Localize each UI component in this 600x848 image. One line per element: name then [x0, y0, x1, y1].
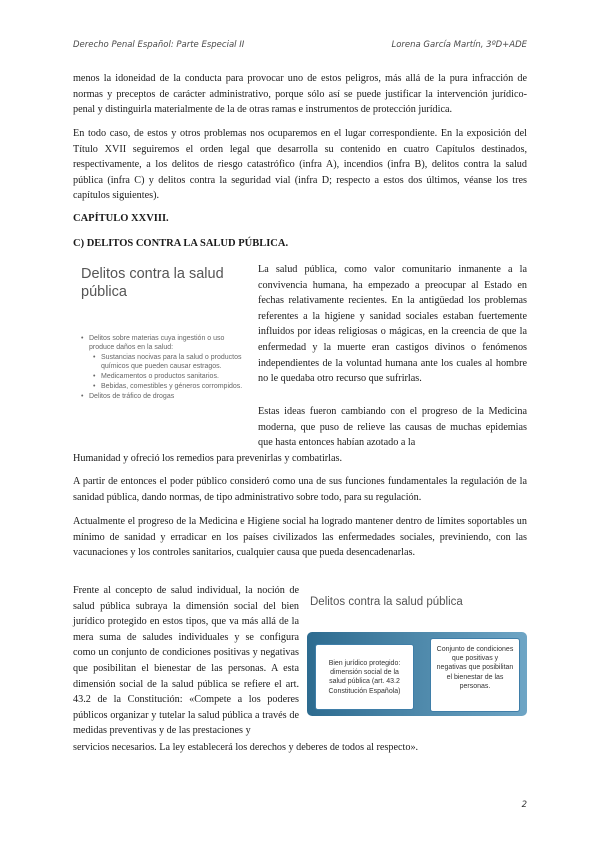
slide-image-bien-juridico — [302, 584, 532, 734]
page-number: 2 — [521, 800, 527, 810]
slide-image-delitos-list — [67, 258, 252, 441]
paragraph-salud-publica: La salud pública, como valor comunitario inmanente a la convivencia humana, ha empezado a preocupar al Estado en fechas relativamente recientes. En la antigüedad los problemas referentes a la higiene y sanidad sociales estaban fuertemente influidos por ideas religiosas o mágicas, en la creencia de que la enfermedad y la muerte eran castigos divinos o fenómenos independientes de la voluntad humana ante los cuales al hombre no le quedaba otro recurso que sufrirlas. — [258, 264, 527, 385]
diagram-box-condiciones: Conjunto de condiciones que positivas y negativas que posibilitan el bienestar de las personas. — [430, 638, 520, 712]
paragraph-medicina-moderna: Estas ideas fueron cambiando con el progreso de la Medicina moderna, que puso de relieve las causas de muchas epidemias que hasta entonces habían azotado a la — [258, 406, 527, 449]
slide-bullet-list — [81, 334, 249, 402]
diagram-box-bien-juridico: Bien jurídico protegido: dimensión social de la salud pública (art. 43.2 Constitución Española) — [315, 644, 414, 710]
slide-title: Delitos contra la salud pública — [310, 596, 463, 608]
slide-bullet: • Delitos de tráfico de drogas — [81, 392, 249, 401]
slide-subbullet: • Bebidas, comestibles y géneros corrompidos. — [93, 382, 249, 391]
section-heading: C) DELITOS CONTRA LA SALUD PÚBLICA. — [73, 238, 289, 249]
paragraph-intro-1: menos la idoneidad de la conducta para provocar uno de estos peligros, más allá de la pura infracción de normas y preceptos de carácter administrativo, porque sólo así se puede justificar la intervención jurídico-penal y distinguirla materialmente de la de otras ramas e instrumentos de protección jurídica. — [73, 73, 527, 116]
paragraph-higiene-social: Actualmente el progreso de la Medicina e Higiene social ha logrado mantener dentro de límites soportables un mínimo de sanidad y erradicar en los países civilizados las enfermedades sociales, previniendo, con las vacunaciones y los controles sanitarios, cualquier causa que pueda desencadenarlas. — [73, 516, 527, 559]
header-document-title: Derecho Penal Español: Parte Especial II — [73, 40, 245, 50]
paragraph-concepto-continued: servicios necesarios. La ley establecerá los derechos y deberes de todos al respecto». — [73, 742, 419, 753]
chapter-heading: CAPÍTULO XXVIII. — [73, 213, 169, 224]
slide-bullet — [81, 334, 249, 391]
paragraph-intro-2: En todo caso, de estos y otros problemas nos ocuparemos en el lugar correspondiente. En la exposición del Título XVII seguiremos el orden legal que desarrolla su contenido en cuatro Capítulos destinados, respectivamente, a los delitos de riesgo catastrófico (infra A), incendios (infra B), delitos contra la salud pública (infra C) y delitos contra la seguridad vial (infra D; respecto a estos dos últimos, véanse los tres capítulos siguientes). — [73, 128, 527, 202]
paragraph-poder-publico: A partir de entonces el poder público consideró como una de sus funciones fundamentales la regulación de la sanidad pública, dando normas, de tipo administrativo sobre todo, para su regulación. — [73, 476, 527, 503]
paragraph-medicina-continued: Humanidad y ofreció los remedios para prevenirlas y combatirlas. — [73, 453, 343, 464]
slide-subbullet: • Sustancias nocivas para la salud o productos químicos que pueden causar estragos. — [93, 353, 249, 371]
slide-bullet-text: Delitos sobre materias cuya ingestión o uso produce daños en la salud: — [89, 335, 225, 351]
paragraph-concepto-salud: Frente al concepto de salud individual, la noción de salud pública subraya la dimensión social del bien jurídico protegido en estos tipos, que va más allá de la mera suma de saludes individuales y se configura como un conjunto de condiciones positivas y negativas que posibilitan el bienestar de las personas. A esta dimensión social de la salud pública se refiere el art. 43.2 de la Constitución: «Compete a los poderes públicos organizar y tutelar la salud pública a través de medidas preventivas y de las prestaciones y — [73, 585, 299, 737]
slide-title: Delitos contra la salud pública — [81, 266, 224, 300]
slide-subbullet: • Medicamentos o productos sanitarios. — [93, 372, 249, 381]
header-author: Lorena García Martín, 3ºD+ADE — [391, 40, 527, 50]
